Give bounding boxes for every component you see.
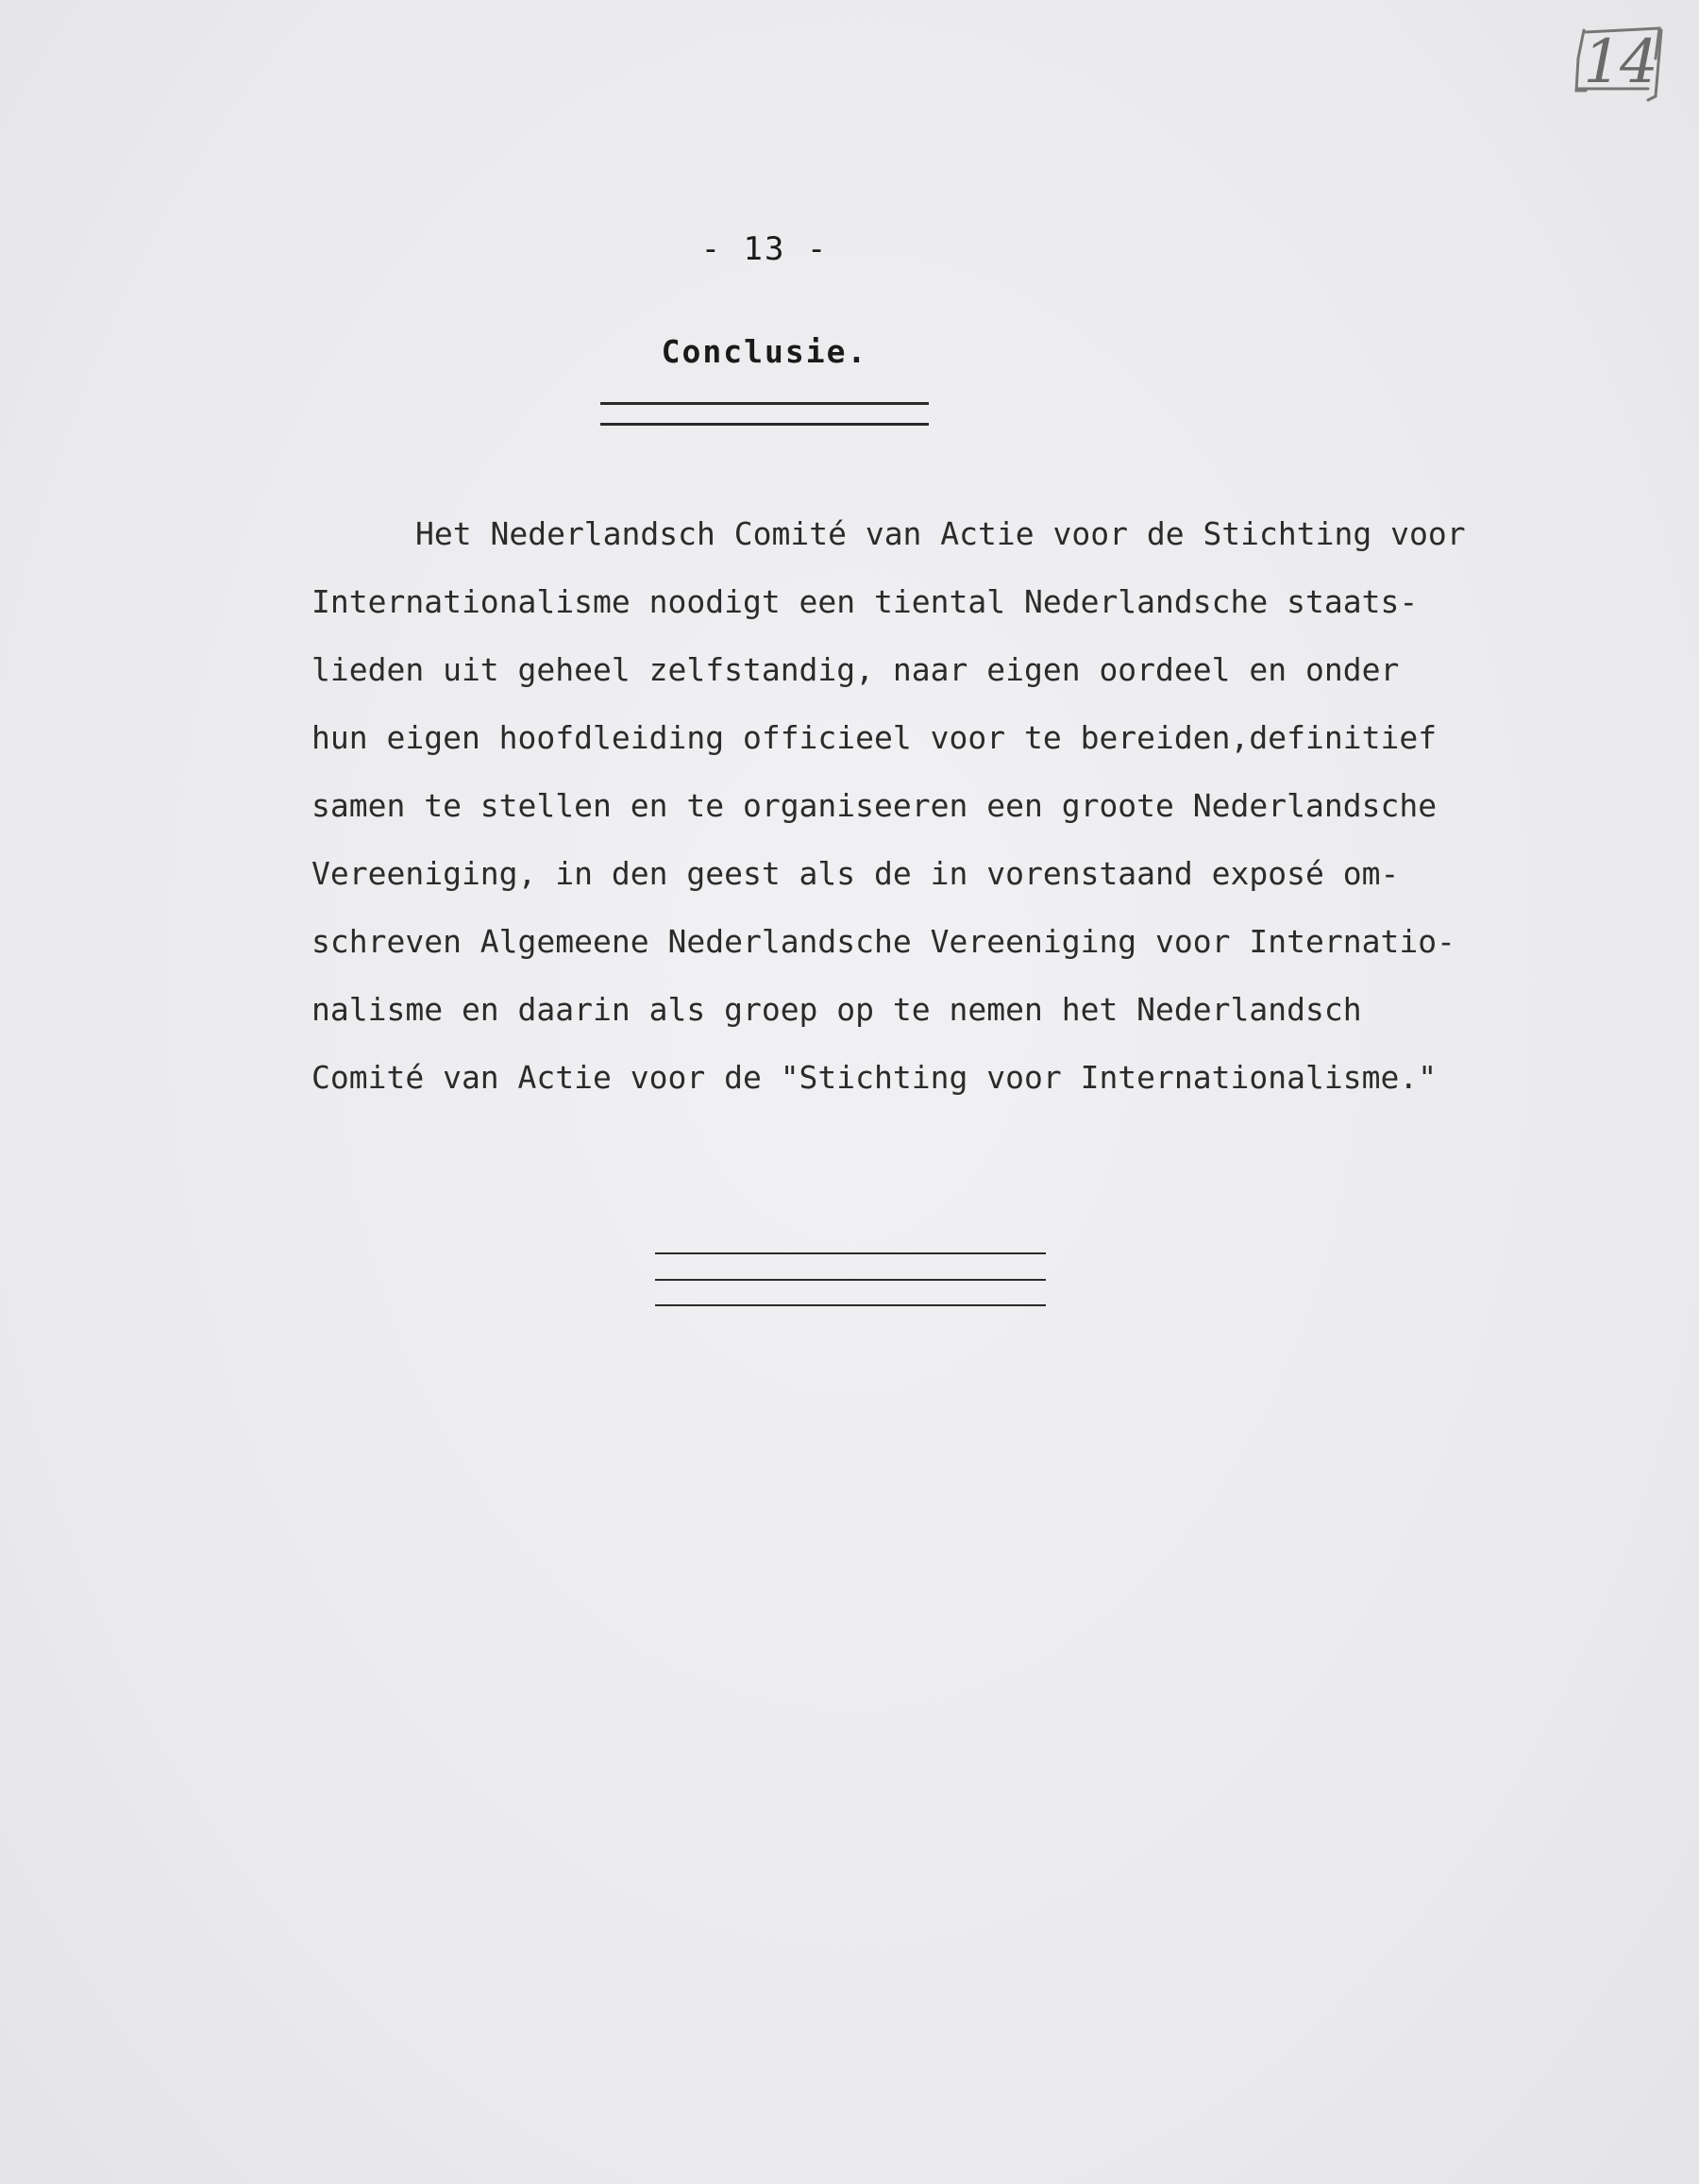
paragraph-line: Het Nederlandsch Comité van Actie voor de Stichting voor <box>415 515 1466 552</box>
closing-rule-3 <box>655 1304 1046 1306</box>
paragraph-line: hun eigen hoofdleiding officieel voor te bereiden,definitief <box>311 719 1438 756</box>
archive-number-stamp <box>1569 21 1671 104</box>
conclusion-paragraph <box>311 500 1595 1112</box>
paragraph-line: Vereeniging, in den geest als de in vorenstaand exposé om- <box>311 855 1400 892</box>
heading-underline-top <box>600 402 929 405</box>
paragraph-line: samen te stellen en te organiseeren een groote Nederlandsche <box>311 787 1438 824</box>
section-heading: Conclusie. <box>661 333 868 370</box>
paragraph-line: Comité van Actie voor de "Stichting voor Internationalisme." <box>311 1059 1438 1096</box>
paragraph-line: schreven Algemeene Nederlandsche Vereeniging voor Internatio- <box>311 923 1455 960</box>
paragraph-line: Internationalisme noodigt een tiental Nederlandsche staats- <box>311 583 1419 620</box>
page-number: - 13 - <box>700 230 829 268</box>
archive-number-text: 14 <box>1583 27 1657 97</box>
heading-underline-bottom <box>600 423 929 426</box>
paragraph-line: lieden uit geheel zelfstandig, naar eigen oordeel en onder <box>311 651 1400 688</box>
closing-rule-1 <box>655 1252 1046 1254</box>
closing-rule-2 <box>655 1279 1046 1281</box>
paragraph-line: nalisme en daarin als groep op te nemen het Nederlandsch <box>311 991 1362 1028</box>
